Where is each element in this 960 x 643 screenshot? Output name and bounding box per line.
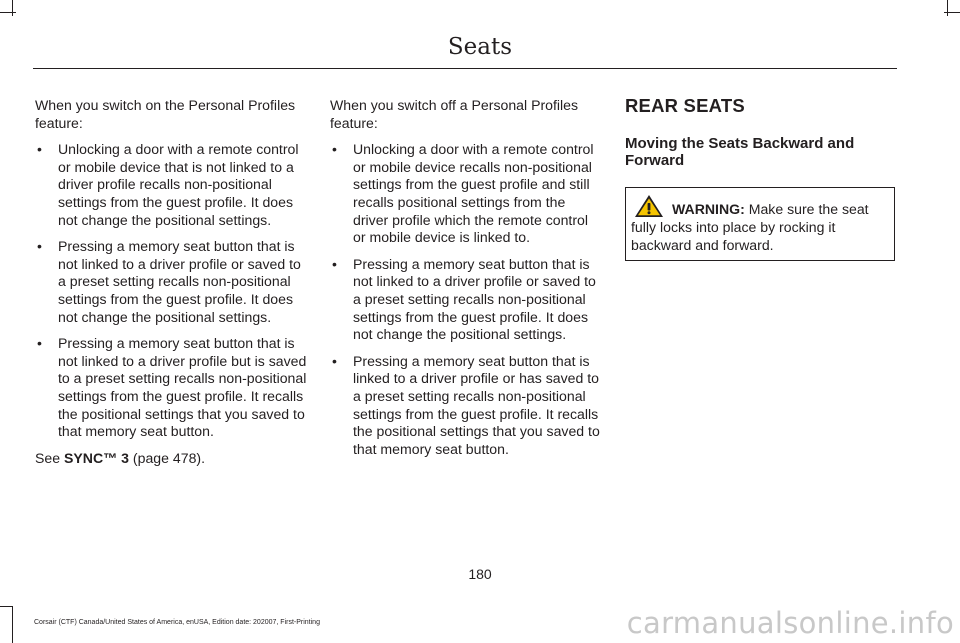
page-number: 180 bbox=[468, 566, 492, 582]
sync-link[interactable]: SYNC™ 3 bbox=[64, 449, 130, 466]
warning-box bbox=[625, 187, 895, 261]
list-item-text: Pressing a memory seat button that is not linked to a driver profile or saved to a preset setting recalls non-positional settings from the guest profile. It does not change the positional settings. bbox=[58, 238, 301, 325]
bullet-marker: • bbox=[332, 352, 337, 369]
crop-mark-top-left-v bbox=[12, 0, 13, 16]
bullet-marker: • bbox=[37, 238, 42, 255]
list-item bbox=[330, 353, 602, 459]
list-item-text: Pressing a memory seat button that is linked to a driver profile or has saved to a preset setting recalls non-positional settings from the guest profile. It recalls the positional settings that you saved to that memory seat button. bbox=[353, 352, 600, 457]
warning-triangle-icon bbox=[634, 194, 664, 218]
column-left bbox=[35, 97, 307, 476]
crop-mark-bottom-left-v bbox=[12, 606, 13, 643]
subheading: Moving the Seats Backward and Forward bbox=[625, 134, 855, 169]
warning-label: WARNING: bbox=[672, 200, 745, 217]
page-title: Seats bbox=[447, 34, 513, 60]
section-heading: REAR SEATS bbox=[625, 95, 745, 116]
list-item bbox=[330, 256, 602, 344]
bullet-list-switch-on bbox=[35, 141, 307, 441]
header-rule bbox=[33, 68, 897, 69]
footer-edition: Corsair (CTF) Canada/United States of America, enUSA, Edition date: 202007, First-Printing bbox=[34, 619, 320, 626]
column-right bbox=[625, 97, 895, 261]
bullet-marker: • bbox=[332, 141, 337, 158]
list-item bbox=[330, 141, 602, 247]
see-reference bbox=[35, 450, 307, 468]
list-item-text: Pressing a memory seat button that is not linked to a driver profile but is saved to a preset setting recalls non-positional settings from the guest profile. It recalls the positional settings that you saved to that memory seat button. bbox=[58, 335, 307, 440]
bullet-marker: • bbox=[37, 141, 42, 158]
crop-mark-top-right-v bbox=[947, 0, 948, 16]
crop-mark-top-right-h bbox=[944, 12, 960, 13]
watermark: carmanualsonline.info bbox=[626, 606, 954, 640]
list-item bbox=[35, 238, 307, 326]
list-item-text: Pressing a memory seat button that is not linked to a driver profile or saved to a preset setting recalls non-positional settings from the guest profile. It does not change the positional settings. bbox=[353, 255, 596, 343]
list-item bbox=[35, 335, 307, 441]
see-suffix: (page 478). bbox=[129, 449, 206, 466]
list-item-text: Unlocking a door with a remote control or mobile device recalls non-positional settings from the guest profile and still recalls positional settings from the driver profile which the remote control or mobile device is linked to. bbox=[353, 141, 594, 246]
crop-mark-top-left-h bbox=[0, 12, 16, 13]
bullet-marker: • bbox=[332, 255, 337, 272]
see-prefix: See bbox=[35, 449, 64, 466]
column-middle bbox=[330, 97, 602, 467]
crop-mark-bottom-left-h bbox=[0, 606, 12, 607]
bullet-marker: • bbox=[37, 335, 42, 352]
list-item bbox=[35, 141, 307, 229]
bullet-list-switch-off bbox=[330, 141, 602, 458]
warning-text: Make sure the seat fully locks into place by rocking it backward and forward. bbox=[631, 200, 869, 253]
list-item-text: Unlocking a door with a remote control or mobile device that is not linked to a driver profile recalls non-positional settings from the guest profile. It does not change the positional settings. bbox=[58, 141, 299, 228]
intro-switch-off: When you switch off a Personal Profiles feature: bbox=[330, 97, 579, 131]
intro-switch-on: When you switch on the Personal Profiles feature: bbox=[35, 97, 296, 131]
